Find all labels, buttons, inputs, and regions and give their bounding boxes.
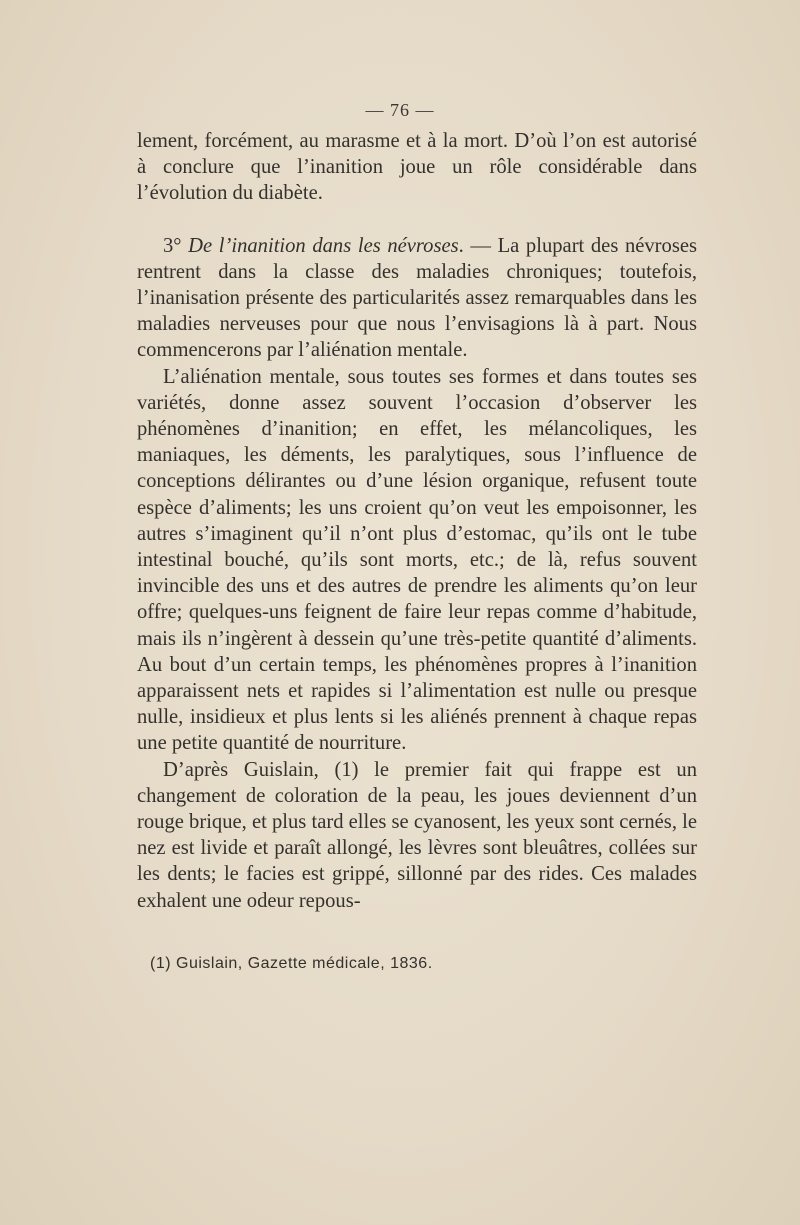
footnote: (1) Guislain, Gazette médicale, 1836. (150, 955, 433, 972)
section-number: 3° (163, 234, 189, 257)
paragraph-alienation: L’aliénation mentale, sous toutes ses formes et dans toutes ses variétés, donne assez souvent l’occasion d’observer les phénomènes d’inanition; en effet, les mélancoliques, les maniaques, les déments, les paralytiques, sous l’influence de conceptions délirantes ou d’une lésion organique, refusent toute espèce d’aliments; les uns croient qu’on veut les empoisonner, les autres s’imaginent qu’il n’ont plus d’estomac, qu’ils ont le tube intestinal bouché, qu’ils sont morts, etc.; de là, refus souvent invincible des uns et des autres de prendre les aliments qu’on leur offre; quelques-uns feignent de faire leur repas comme d’habitude, mais ils n’ingèrent à dessein qu’une très-petite quantité d’aliments. Au bout d’un certain temps, les phénomènes propres à l’inanition apparaissent nets et rapides si l’alimentation est nulle ou presque nulle, insidieux et plus lents si les aliénés prennent à chaque repas une petite quantité de nourriture. (137, 365, 697, 755)
paragraph-continuation: lement, forcément, au marasme et à la mort. D’où l’on est autorisé à conclure que l’inanition joue un rôle considérable dans l’évolution du diabète. (137, 130, 697, 205)
section-text: . — La plupart des névroses rentrent dans la classe des maladies chroniques; toutefois, l’inanisation présente des particularités assez remarquables dans les maladies nerveuses pour que nous l’envisagions là à part. Nous commencerons par l’aliénation mentale. (137, 234, 697, 362)
paragraph-section-heading (137, 233, 697, 364)
paragraph-guislain: D’après Guislain, (1) le premier fait qui frappe est un changement de coloration de la peau, les joues deviennent d’un rouge brique, et plus tard elles se cyanosent, les yeux sont cernés, le nez est livide et paraît allongé, les lèvres sont bleuâtres, collées sur les dents; le facies est grippé, sillonné par des rides. Ces malades exhalent une odeur repous- (137, 758, 697, 912)
body-text (137, 128, 697, 914)
section-title: De l’inanition dans les névroses (188, 234, 459, 257)
page-number: — 76 — (365, 100, 435, 120)
